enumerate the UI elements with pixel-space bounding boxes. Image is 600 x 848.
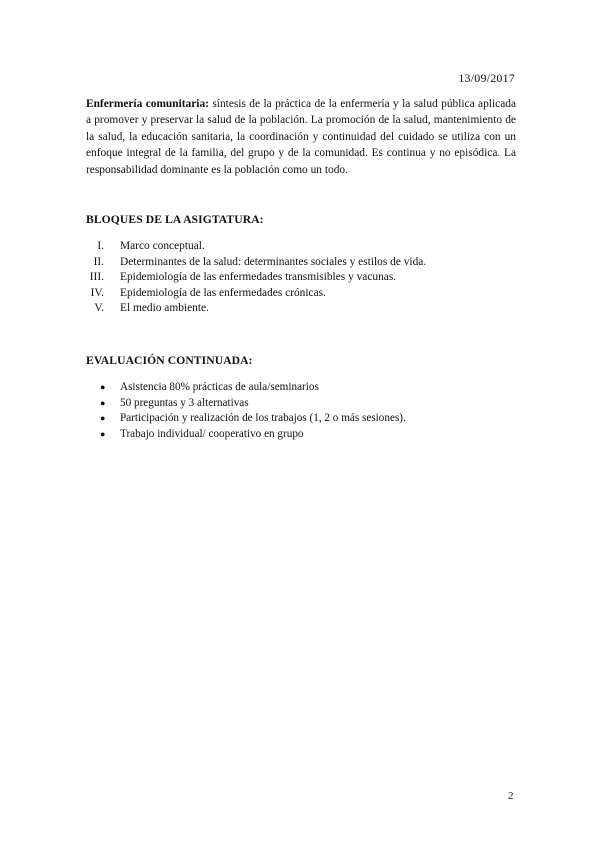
list-item: [100, 427, 406, 443]
page-number: 2: [508, 790, 514, 802]
list-item-text: Trabajo individual/ cooperativo en grupo: [120, 427, 304, 440]
roman-numeral: IV.: [90, 286, 104, 299]
roman-numeral: V.: [94, 302, 104, 315]
date: 13/09/2017: [458, 71, 515, 85]
list-item: [100, 396, 406, 412]
list-item-text: Participación y realización de los trabajos (1, 2 o más sesiones).: [120, 412, 406, 425]
list-item: [100, 411, 406, 427]
list-item-text: Epidemiología de las enfermedades transmisibles y vacunas.: [120, 271, 397, 284]
list-item-text: 50 preguntas y 3 alternativas: [120, 396, 249, 409]
list-item: [86, 301, 426, 317]
intro-paragraph: [86, 96, 516, 178]
list-item: [100, 380, 406, 396]
list-item-text: El medio ambiente.: [120, 302, 209, 315]
list-item: [86, 239, 426, 255]
roman-numeral: II.: [93, 255, 104, 268]
list-item-text: Marco conceptual.: [120, 240, 205, 252]
evaluacion-list: [100, 380, 406, 442]
list-item: [86, 255, 426, 271]
roman-numeral: I.: [97, 240, 104, 252]
list-item: [86, 270, 426, 286]
intro-term: Enfermería comunitaria:: [86, 98, 209, 110]
list-item-text: Epidemiología de las enfermedades crónicas.: [120, 286, 326, 299]
bullet-icon: ●: [100, 413, 106, 424]
bullet-icon: ●: [100, 382, 106, 392]
bullet-icon: ●: [100, 428, 106, 439]
bloques-heading: BLOQUES DE LA ASIGTATURA:: [86, 213, 264, 226]
list-item-text: Asistencia 80% prácticas de aula/seminarios: [120, 381, 319, 393]
bloques-list: [86, 239, 426, 317]
roman-numeral: III.: [89, 271, 104, 284]
evaluacion-heading: EVALUACIÓN CONTINUADA:: [86, 354, 253, 367]
list-item: [86, 286, 426, 302]
bullet-icon: ●: [100, 397, 106, 408]
list-item-text: Determinantes de la salud: determinantes sociales y estilos de vida.: [120, 255, 427, 268]
intro-text: síntesis de la práctica de la enfermería y la salud pública aplicada a promover y preservar la salud de la población. La promoción de la salud, mantenimiento de la salud, la educación sanitaria, la coordinación y continuidad del cuidado se utiliza con un enfoque integral de la familia, del grupo y de la comunidad. Es continua y no episódica. La responsabilidad dominante es la población como un todo.: [86, 98, 516, 176]
